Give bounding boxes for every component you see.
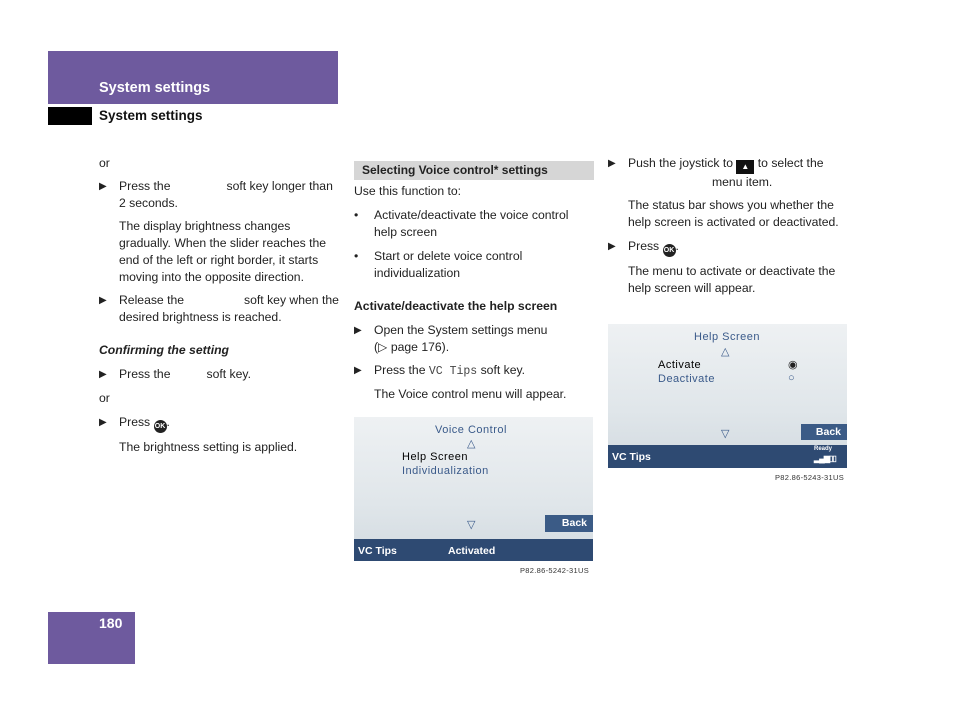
brightness-note: The display brightness changes gradually. When the slider reaches the end of the left or right border, it starts moving into the opposite direction. — [119, 219, 327, 284]
header-band — [48, 51, 338, 104]
screen-title: Help Screen — [694, 331, 761, 343]
radio-unselected-icon[interactable]: ○ — [788, 372, 796, 384]
section-heading: Selecting Voice control* settings — [354, 161, 594, 180]
figure-caption: P82.86-5243-31US — [775, 473, 845, 482]
intro-text: Use this function to: — [354, 184, 462, 198]
menu-item-help-screen[interactable]: Help Screen — [402, 451, 469, 463]
menu-note: The Voice control menu will appear. — [374, 387, 567, 401]
arrow-marker-icon: ▶ — [608, 241, 616, 252]
step-push-joystick: ▶ Push the joystick to ▲ to select the menu item. — [608, 156, 824, 189]
subsection-title: System settings — [99, 108, 203, 123]
radio-selected-icon[interactable]: ◉ — [788, 359, 799, 371]
back-button[interactable]: Back — [801, 424, 847, 440]
joystick-up-icon: ▲ — [736, 160, 754, 174]
option-deactivate[interactable]: Deactivate — [658, 373, 715, 385]
arrow-marker-icon: ▶ — [99, 417, 107, 428]
applied-note: The brightness setting is applied. — [119, 440, 298, 454]
screen-title: Voice Control — [435, 424, 507, 436]
status-bar — [608, 445, 847, 468]
ready-signal-icon: ▂▄▆▯▯ — [814, 454, 836, 463]
status-activated: Activated — [448, 545, 496, 557]
step-release: ▶ Release the soft key when the desired brightness is reached. — [99, 293, 339, 324]
up-arrow-icon: △ — [721, 346, 730, 358]
or-text: or — [99, 156, 110, 170]
figure-caption: P82.86-5242-31US — [520, 566, 590, 575]
or-text: or — [99, 391, 110, 405]
column-right — [608, 155, 848, 297]
status-bar — [354, 539, 593, 561]
step-press-vctips: ▶ Press the VC Tips soft key. — [354, 363, 526, 378]
column-left — [99, 155, 339, 456]
arrow-marker-icon: ▶ — [354, 325, 362, 336]
help-screen-display — [608, 324, 847, 468]
ok-button-icon: OK — [154, 420, 167, 433]
arrow-marker-icon: ▶ — [99, 295, 107, 306]
page-number: 180 — [99, 615, 123, 631]
up-arrow-icon: △ — [467, 438, 476, 450]
subsection-marker — [48, 107, 92, 125]
step-open-menu: ▶ Open the System settings menu (▷ page 176). — [354, 323, 548, 354]
bullet-item: • Activate/deactivate the voice control help screen — [354, 208, 569, 239]
arrow-marker-icon: ▶ — [99, 181, 107, 192]
option-activate[interactable]: Activate — [658, 359, 702, 371]
confirm-heading: Confirming the setting — [99, 343, 229, 357]
arrow-marker-icon: ▶ — [354, 365, 362, 376]
step-press-softkey: ▶ Press the soft key. — [99, 367, 251, 381]
ok-button-icon: OK — [663, 244, 676, 257]
arrow-marker-icon: ▶ — [99, 369, 107, 380]
section-title: System settings — [99, 80, 211, 96]
subheading: Activate/deactivate the help screen — [354, 299, 558, 313]
step-press-ok: ▶ Press OK. — [99, 414, 339, 433]
status-note: The status bar shows you whether the help screen is activated or deactivated. — [628, 198, 839, 229]
voice-control-screen — [354, 417, 593, 561]
menu-item-individualization[interactable]: Individualization — [402, 465, 489, 477]
vc-tips-softkey[interactable]: VC Tips — [612, 451, 651, 463]
step-press-ok: ▶ Press OK. — [608, 238, 848, 257]
back-button[interactable]: Back — [545, 515, 593, 532]
down-arrow-icon: ▽ — [467, 519, 476, 531]
column-middle — [354, 161, 594, 403]
vc-tips-softkey[interactable]: VC Tips — [358, 545, 397, 557]
arrow-marker-icon: ▶ — [608, 158, 616, 169]
step-press-long: ▶ Press the soft key longer than 2 seconds. — [99, 179, 333, 210]
bullet-item: • Start or delete voice control individualization — [354, 249, 523, 280]
menu-appear-note: The menu to activate or deactivate the help screen will appear. — [628, 264, 836, 295]
down-arrow-icon: ▽ — [721, 428, 730, 440]
ready-label: Ready — [814, 446, 833, 452]
